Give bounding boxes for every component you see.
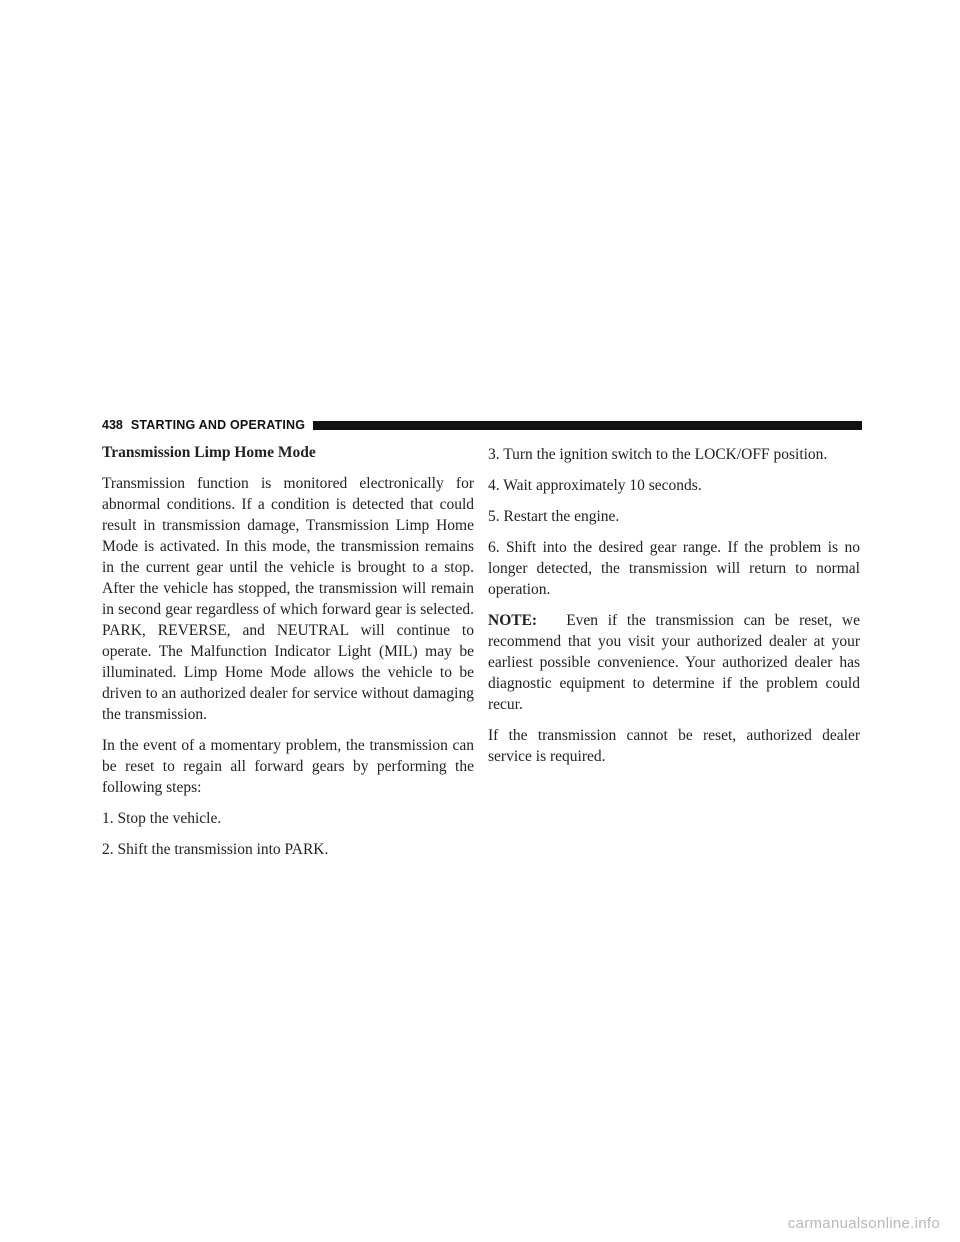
step-5: 5. Restart the engine. bbox=[488, 508, 620, 525]
step-3: 3. Turn the ignition switch to the LOCK/OFF position. bbox=[488, 446, 828, 463]
step-4: 4. Wait approximately 10 seconds. bbox=[488, 477, 702, 494]
section-title: STARTING AND OPERATING bbox=[130, 418, 306, 432]
right-column bbox=[488, 444, 860, 777]
section-heading: Transmission Limp Home Mode bbox=[102, 444, 316, 461]
paragraph-reset-intro: In the event of a momentary problem, the transmission can be reset to regain all forward gears by performing the following steps: bbox=[102, 737, 474, 796]
step-6: 6. Shift into the desired gear range. If the problem is no longer detected, the transmission will return to normal operation. bbox=[488, 539, 860, 598]
paragraph-limp-mode: Transmission function is monitored electronically for abnormal conditions. If a condition is detected that could result in transmission damage, Transmission Limp Home Mode is activated. In this mode, the transmission remains in the current gear until the vehicle is brought to a stop. After the vehicle has stopped, the transmission will remain in second gear regardless of which forward gear is selected. PARK, REVERSE, and NEUTRAL will continue to operate. The Malfunction Indicator Light (MIL) may be illuminated. Limp Home Mode allows the vehicle to be driven to an authorized dealer for service without damaging the transmission. bbox=[102, 475, 474, 723]
page-header bbox=[102, 419, 862, 431]
page-number: 438 bbox=[102, 418, 123, 432]
step-2: 2. Shift the transmission into PARK. bbox=[102, 841, 329, 858]
note-paragraph bbox=[488, 610, 860, 715]
note-label: NOTE: bbox=[488, 612, 538, 629]
step-1: 1. Stop the vehicle. bbox=[102, 810, 222, 827]
note-text: Even if the transmission can be reset, we recommend that you visit your authorized dealer at your earliest possible convenience. Your authorized dealer has diagnostic equipment to determine if the problem could recur. bbox=[488, 612, 861, 713]
final-paragraph: If the transmission cannot be reset, authorized dealer service is required. bbox=[488, 727, 860, 765]
watermark: carmanualsonline.info bbox=[787, 1215, 940, 1232]
left-column bbox=[102, 442, 474, 870]
header-rule bbox=[313, 421, 862, 430]
